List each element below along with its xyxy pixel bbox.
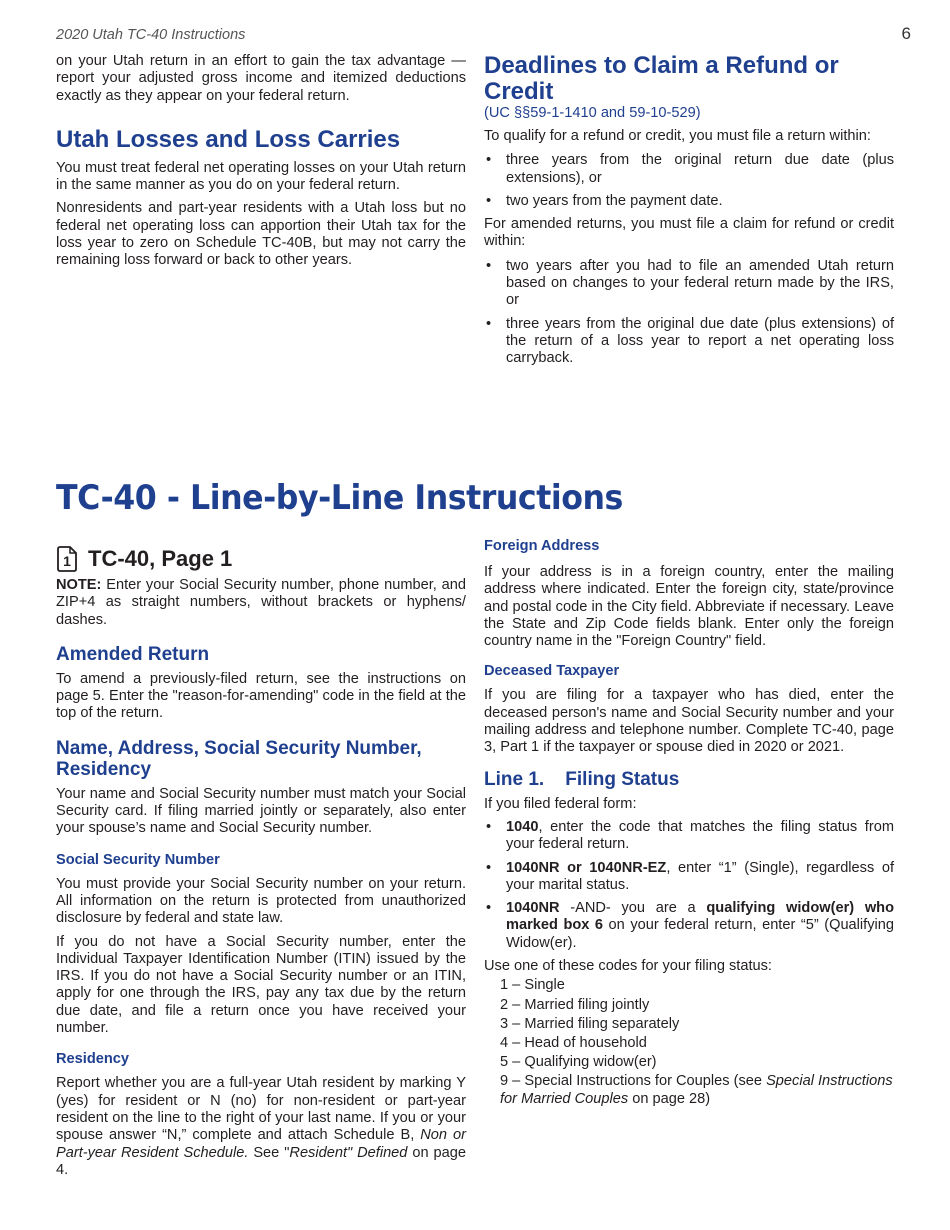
amended-return-heading: Amended Return [56, 643, 210, 665]
filing-status-codes [484, 976, 894, 1108]
residency-text-c: on page 4. [56, 1144, 466, 1178]
deceased-text: If you are filing for a taxpayer who has died, enter the deceased person's name and Social Security number and your mailing address and telephone number. Complete TC-40, page 3, Part 1 if the taxpayer or spouse died in 2020 or 2021. [484, 687, 894, 756]
list-item [484, 819, 894, 854]
ssn-paragraph-1: You must provide your Social Security number on your return. All information on the return is protected from unauthorized disclosure by federal and state law. [56, 875, 466, 927]
list-item-text: on your federal return, enter “5” (Qualifying Widow(er). [506, 917, 894, 951]
code-9-italic: Special Instructions for Married Couples [500, 1073, 893, 1107]
bottom-left-column [56, 546, 466, 1179]
residency-text [56, 1075, 466, 1179]
residency-italic-1: Non or Part-year Resident Schedule. [56, 1127, 466, 1161]
amended-deadlines-intro: For amended returns, you must file a claim for refund or credit within: [484, 216, 894, 250]
note-label: NOTE: [56, 577, 102, 593]
ssn-paragraph-2: If you do not have a Social Security number, enter the Individual Taxpayer Identification Number (ITIN) issued by the IRS. If you do not have a Social Security number or an ITIN, apply for one through the IRS, pay any tax due by the return due date, and file a return once you have received your number. [56, 933, 466, 1037]
list-item [484, 900, 894, 952]
page-heading-text: TC-40, Page 1 [88, 546, 233, 571]
code-item: 5 – Qualifying widow(er) [500, 1054, 657, 1071]
top-right-column [484, 53, 894, 368]
filing-status-heading: Line 1. Filing Status [484, 768, 680, 790]
list-item-text: -AND- you are a [559, 900, 707, 917]
list-item [484, 860, 894, 895]
losses-paragraph-1: You must treat federal net operating losses on your Utah return in the same manner as you do on your federal return. [56, 159, 466, 194]
note-paragraph [56, 577, 466, 629]
deadlines-list-2 [484, 258, 894, 368]
page-number: 6 [901, 24, 911, 43]
deceased-heading: Deceased Taxpayer [484, 663, 620, 680]
code-item [500, 1073, 894, 1108]
form-1040nr: 1040NR or 1040NR-EZ [506, 859, 667, 876]
form-1040: 1040 [506, 818, 539, 835]
deadlines-intro: To qualify for a refund or credit, you must file a return within: [484, 128, 871, 144]
widow-condition: qualifying widow(er) who marked box 6 [506, 900, 894, 934]
code-item: 4 – Head of household [500, 1034, 647, 1051]
page-title: TC-40 - Line-by-Line Instructions [56, 478, 623, 518]
running-header: 2020 Utah TC-40 Instructions [56, 27, 246, 43]
residency-heading: Residency [56, 1051, 130, 1068]
code-item: 1 – Single [500, 977, 565, 994]
code-item: 3 – Married filing separately [500, 1015, 680, 1032]
list-item: • two years from the payment date. [484, 193, 894, 210]
residency-text-b: See " [248, 1144, 290, 1161]
foreign-address-text: If your address is in a foreign country, enter the mailing address where indicated. Enter the foreign city, state/province and postal code in the City field. Abbreviate if necessary. Leave the State and Zip Code fields blank. Enter only the foreign country name in the "Foreign Country" field. [484, 564, 894, 650]
continued-paragraph: on your Utah return in an effort to gain the tax advantage — report your adjusted gross income and itemized deductions exactly as they appear on your federal return. [56, 53, 466, 104]
deadlines-list-1 [484, 152, 894, 210]
name-address-text: Your name and Social Security number must match your Social Security card. If filing married jointly or separately, also enter your spouse’s name and Social Security number. [56, 785, 466, 837]
list-item: • three years from the original due date (plus extensions) of the return of a loss year to report a net operating loss carryback. [484, 316, 894, 368]
codes-intro: Use one of these codes for your filing status: [484, 958, 772, 975]
deadlines-heading: Deadlines to Claim a Refund or Credit [484, 52, 839, 105]
code-9-text: 9 – Special Instructions for Couples (see [500, 1073, 767, 1090]
note-text: Enter your Social Security number, phone number, and ZIP+4 as straight numbers, without brackets or hyphens/ dashes. [56, 577, 466, 628]
filing-status-list [484, 819, 894, 952]
losses-paragraph-2: Nonresidents and part-year residents with a Utah loss but no federal net operating loss can apportion their Utah tax for the loss year to zero on Schedule TC-40B, but may not carry the remaining loss forward or back to other years. [56, 200, 466, 269]
form-1040nr-widow: 1040NR [506, 900, 560, 917]
list-item: • two years after you had to file an amended Utah return based on changes to your federal return made by the IRS, or [484, 258, 894, 310]
amended-return-text: To amend a previously-filed return, see the instructions on page 5. Enter the "reason-for-amending" code in the field at the top of the return. [56, 670, 466, 722]
page-1-icon [56, 546, 78, 572]
losses-heading: Utah Losses and Loss Carries [56, 125, 401, 153]
page-icon-number: 1 [63, 553, 71, 569]
code-9-text-end: on page 28) [628, 1090, 711, 1107]
residency-text-a: Report whether you are a full-year Utah resident by marking Y (yes) for resident or N (no) for non-resident or part-year resident on the line to the right of your last name. If you or your spouse answer “N,” complete and attach Schedule B, [56, 1075, 466, 1144]
residency-italic-2: Resident" Defined [289, 1144, 408, 1161]
bottom-right-column [484, 538, 894, 1108]
ssn-heading: Social Security Number [56, 851, 220, 868]
name-address-heading: Name, Address, Social Security Number, Residency [56, 737, 422, 780]
list-item-text: , enter the code that matches the filing status from your federal return. [506, 818, 894, 853]
foreign-address-heading: Foreign Address [484, 538, 600, 554]
code-item: 2 – Married filing jointly [500, 996, 650, 1013]
deadlines-citation: (UC §§59-1-1410 and 59-10-529) [484, 105, 701, 121]
list-item-text: , enter “1” (Single), regardless of your marital status. [506, 859, 894, 893]
top-left-column [56, 53, 466, 270]
page-heading [56, 546, 466, 572]
filing-status-intro: If you filed federal form: [484, 795, 637, 812]
list-item: • three years from the original return due date (plus extensions), or [484, 152, 894, 187]
